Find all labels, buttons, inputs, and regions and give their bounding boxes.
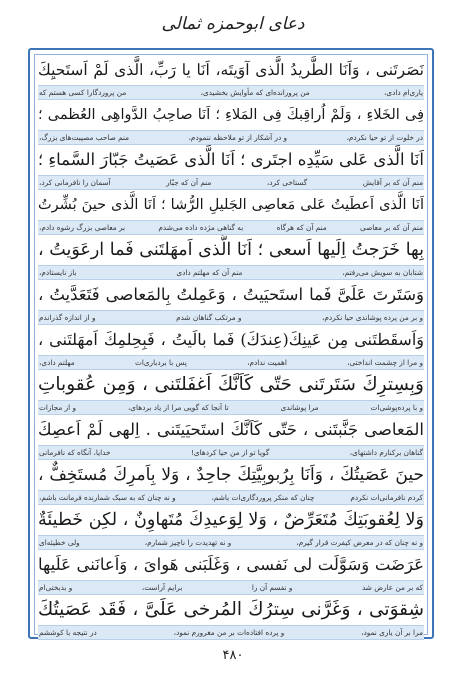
verse-block [38, 325, 424, 370]
verse-block [38, 505, 424, 550]
translation-segment: منم آن که بر آقایش [362, 178, 423, 187]
translation-segment: بر معاصی بزرگ رشوه دادم، [39, 223, 126, 232]
translation-segment: شتابان به سویش می‌رفتم، [342, 268, 423, 277]
translation-segment: و نه چنان که در معرض کیفرت قرار گیرم، [296, 538, 423, 547]
arabic-line: بِها خَرَجتُ اِلَيها اَسعى ؛ اَنَا الَّذى اَمهَلتَنى فَما ارعَوَيتُ ، [38, 240, 424, 260]
translation-segment: تا آنجا که گویی مرا از یاد بردهای، [127, 403, 229, 412]
translation-segment: و بدبختی‌ام [39, 583, 73, 592]
translation-strip [38, 580, 424, 595]
translation-segment: برایم آراست، [141, 583, 183, 592]
translation-segment: مرا پوشاندی [280, 403, 319, 412]
arabic-line: وَبِسِترِكَ سَتَرتَنى حَتّى كَاَنَّكَ اَغفَلتَنى ، وَمِن عُقوباتِ [38, 374, 424, 395]
translation-strip [38, 175, 424, 190]
translation-segment: و نه تهدیدت را ناچیز شمارم، [144, 538, 232, 547]
page-number: ۴۸۰ [222, 648, 244, 663]
arabic-line: المَعاصى جَنَّبتَنى ، حَتّى كَاَنَّكَ استَحيَيتَنى . اِلهى لَمْ اَعصِكَ [38, 420, 424, 439]
translation-strip [38, 220, 424, 235]
translation-segment: منم آن که جبّار [166, 178, 212, 187]
translation-segment: ولی خطیئه‌ای [39, 538, 80, 547]
translation-strip [38, 490, 424, 505]
translation-segment: و مرا از چشمت انداختی، [347, 358, 423, 367]
verse-block [38, 370, 424, 415]
translation-segment: خدایا، آنگاه که نافرمانی [39, 448, 111, 457]
translation-segment: و با پرده‌پوشی‌ات [370, 403, 423, 412]
translation-strip [38, 625, 424, 640]
translation-segment: منم صاحب مصیبت‌های بزرگ، [39, 133, 130, 142]
translation-segment: کردم نافرمانی‌ات نکردم [350, 493, 423, 502]
translation-segment: باز نایستادم، [39, 268, 77, 277]
translation-strip [38, 310, 424, 325]
translation-segment: و نه چنان که به سبک شمارنده فرمانت باشم، [39, 493, 176, 502]
arabic-line: شِقوَتى ، وَغَرَّنى سِترُكَ المُرخى عَلَىَّ ، فَقَد عَصَيتُكَ [38, 599, 424, 620]
translation-segment: و نفسم آن را [251, 583, 293, 592]
translation-segment: که بر من عارض شد [361, 583, 423, 592]
arabic-line: عَرَضَت وَسَوَّلَت لى نَفسى ، وَغَلَبَنى هَواىَ ، وَاَعانَنى عَلَيها [38, 555, 424, 574]
translation-segment: من پروردگارا کسی هستم که [39, 88, 127, 97]
verse-block [38, 55, 424, 100]
translation-segment: مرا بر آن یاری نمود، [361, 628, 423, 637]
translation-segment: منم آن که هرگاه [276, 223, 327, 232]
verse-block [38, 460, 424, 505]
verse-block [38, 145, 424, 190]
translation-strip [38, 130, 424, 145]
translation-strip [38, 445, 424, 460]
translation-segment: چنان که منکر پروردگاری‌ات باشم، [211, 493, 315, 502]
translation-strip [38, 400, 424, 415]
translation-segment: مهلتم دادی، [39, 358, 75, 367]
verse-block [38, 280, 424, 325]
arabic-line: فِى الخَلاءِ ، وَلَمْ اُراقِبكَ فِى المَلاءِ ؛ اَنَا صاحِبُ الدَّواهِى العُظمى ؛ [38, 107, 424, 123]
translation-segment: و در آشکار از تو ملاحظه ننمودم، [188, 133, 288, 142]
translation-segment: اهمیت ندادم، [247, 358, 287, 367]
arabic-line: اَنَا الَّذى عَلى سَيِّدِه اجتَرى ؛ اَنَا الَّذى عَصَيتُ جَبّارَ السَّماءِ ؛ [38, 150, 424, 169]
verse-block [38, 100, 424, 145]
text-frame [28, 48, 434, 639]
translation-segment: و بر من پرده پوشاندی حیا نکردم، [322, 313, 423, 322]
translation-strip [38, 85, 424, 100]
arabic-line: اَنَا الَّذى اَعطَيتُ عَلى مَعاصِى الجَليلِ الرُّشا ؛ اَنَا الَّذى حينَ بُشِّرتُ [38, 197, 424, 213]
header-title: دعای ابوحمزه ثمالی [161, 14, 305, 34]
translation-strip [38, 535, 424, 550]
translation-strip [38, 265, 424, 280]
translation-segment: در خلوت از تو حیا نکردم، [346, 133, 423, 142]
translation-strip [38, 355, 424, 370]
verse-block [38, 595, 424, 640]
page-header [0, 14, 466, 34]
verse-block [38, 550, 424, 595]
arabic-line: حينَ عَصَيتُكَ ، وَاَنَا بِرُبوبِيَّتِكَ جاحِدٌ ، وَلا بِاَمرِكَ مُستَخِفٌّ ، [38, 465, 424, 485]
verse-block [38, 190, 424, 235]
translation-segment: یاری‌ام دادی، [384, 88, 423, 97]
translation-segment: من پرورانده‌ای که مأوایش بخشیدی، [200, 88, 310, 97]
arabic-line: وَلا لِعُقوبَتِكَ مُتَعَرِّضٌ ، وَلا لِوَعيدِكَ مُتَهاوِنٌ ، لكِن خَطيئَةٌ [38, 510, 424, 530]
arabic-line: وَاَسقَطتَنى مِن عَينِكَ(عِندَكَ) فَما بالَيتُ ، فَبِحِلمِكَ اَمهَلتَنى ، [38, 330, 424, 349]
translation-segment: و مرتکب گناهان شدم [176, 313, 242, 322]
translation-segment: منم آن که مهلتم دادی [176, 268, 243, 277]
translation-segment: و پرده افتاده‌ات بر من مغرورم نمود، [173, 628, 285, 637]
translation-segment: گناهان برکنارم داشتهای، [349, 448, 423, 457]
translation-segment: به گناهی مژده داده می‌شدم [158, 223, 244, 232]
translation-segment: پس با بردباری‌ات [134, 358, 187, 367]
verse-block [38, 415, 424, 460]
translation-segment: آسمان را نافرمانی کرد، [39, 178, 111, 187]
translation-segment: در نتیجه با کوششم [39, 628, 97, 637]
translation-segment: و از مجازات [39, 403, 76, 412]
arabic-line: نَصَرتَنى ، وَاَنَا الطَّريدُ الَّذى آوَيتَه، اَنَا يا رَبِّ، الَّذى لَمْ اَستَحيِكَ [38, 61, 424, 79]
text-lines [34, 54, 428, 635]
translation-segment: گویا تو از من حیا کردهای! [190, 448, 270, 457]
arabic-line: وَسَتَرتَ عَلَىَّ فَما استَحيَيتُ ، وَعَمِلتُ بِالمَعاصى فَتَعَدَّيتُ ، [38, 285, 424, 304]
translation-segment: و از اندازه گذراندم [39, 313, 96, 322]
verse-block [38, 235, 424, 280]
translation-segment: گستاخی کرد، [266, 178, 308, 187]
translation-segment: منم آن که بر معاصی [359, 223, 423, 232]
